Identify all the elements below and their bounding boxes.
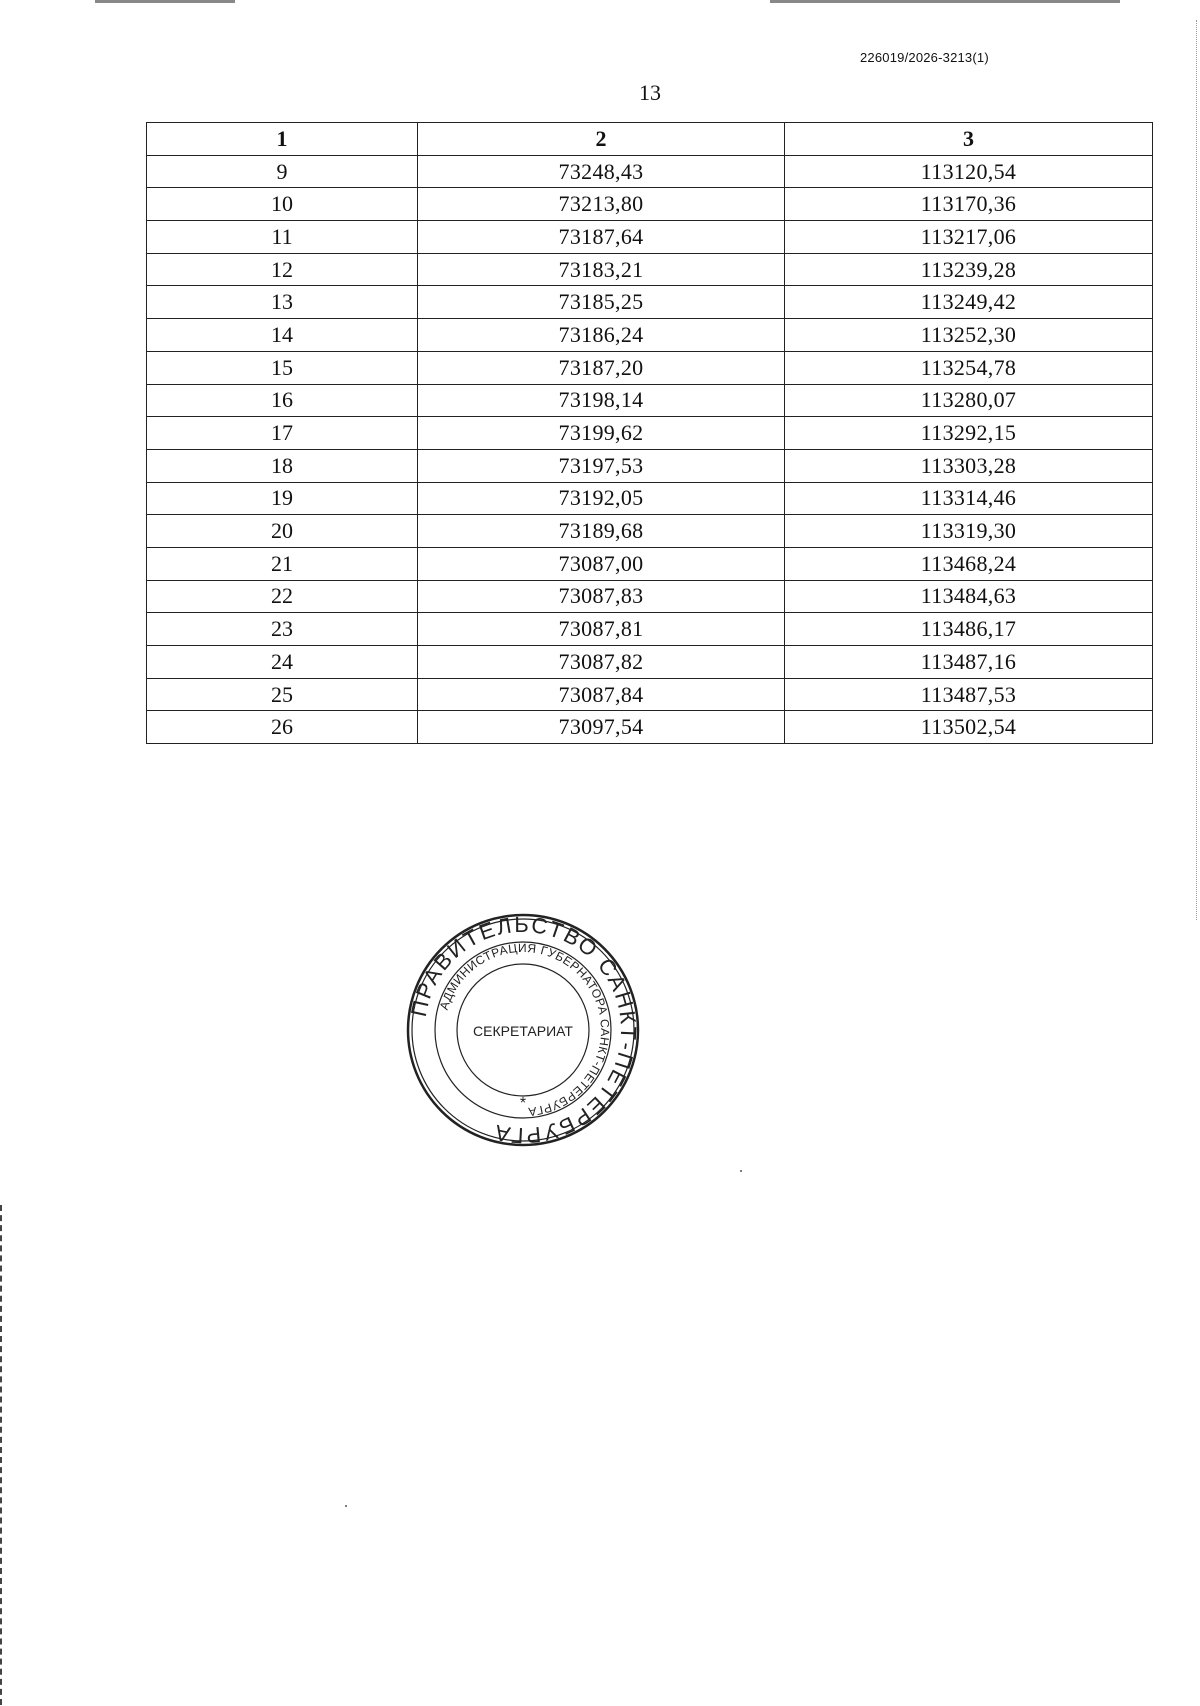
table-row xyxy=(147,319,1153,352)
coordinate-y-cell: 113249,42 xyxy=(785,286,1153,319)
scan-top-artifact-right xyxy=(770,0,1120,3)
table-row xyxy=(147,515,1153,548)
table-body xyxy=(147,155,1153,743)
coordinate-y-cell: 113239,28 xyxy=(785,253,1153,286)
coordinate-y-cell: 113217,06 xyxy=(785,221,1153,254)
document-code: 226019/2026-3213(1) xyxy=(860,50,989,65)
table-row xyxy=(147,580,1153,613)
coordinate-x-cell: 73087,82 xyxy=(418,646,785,679)
table-header-row xyxy=(147,123,1153,156)
table-row xyxy=(147,384,1153,417)
table-row xyxy=(147,417,1153,450)
svg-text:АДМИНИСТРАЦИЯ ГУБЕРНАТОРА САНК: АДМИНИСТРАЦИЯ ГУБЕРНАТОРА САНКТ-ПЕТЕРБУРГА xyxy=(436,940,613,1119)
point-number-cell: 22 xyxy=(147,580,418,613)
coordinates-table xyxy=(146,122,1153,744)
scan-left-edge xyxy=(0,1205,4,1705)
coordinate-x-cell: 73199,62 xyxy=(418,417,785,450)
table-row xyxy=(147,678,1153,711)
scan-right-edge xyxy=(1196,20,1198,920)
coordinate-x-cell: 73087,83 xyxy=(418,580,785,613)
coordinate-x-cell: 73187,64 xyxy=(418,221,785,254)
coordinate-x-cell: 73185,25 xyxy=(418,286,785,319)
official-seal xyxy=(405,912,641,1148)
coordinate-y-cell: 113280,07 xyxy=(785,384,1153,417)
point-number-cell: 10 xyxy=(147,188,418,221)
table-row xyxy=(147,253,1153,286)
coordinate-y-cell: 113468,24 xyxy=(785,547,1153,580)
seal-graphic xyxy=(405,912,641,1148)
coordinate-x-cell: 73198,14 xyxy=(418,384,785,417)
coordinate-x-cell: 73197,53 xyxy=(418,449,785,482)
coordinate-x-cell: 73183,21 xyxy=(418,253,785,286)
column-header-1: 1 xyxy=(147,123,418,156)
coordinate-y-cell: 113484,63 xyxy=(785,580,1153,613)
point-number-cell: 18 xyxy=(147,449,418,482)
coordinate-y-cell: 113170,36 xyxy=(785,188,1153,221)
coordinate-y-cell: 113319,30 xyxy=(785,515,1153,548)
page-number: 13 xyxy=(639,80,661,105)
point-number-cell: 13 xyxy=(147,286,418,319)
scan-top-artifact-left xyxy=(95,0,235,3)
point-number-cell: 21 xyxy=(147,547,418,580)
point-number-cell: 17 xyxy=(147,417,418,450)
coordinate-x-cell: 73186,24 xyxy=(418,319,785,352)
point-number-cell: 16 xyxy=(147,384,418,417)
point-number-cell: 24 xyxy=(147,646,418,679)
point-number-cell: 20 xyxy=(147,515,418,548)
point-number-cell: 15 xyxy=(147,351,418,384)
table-row xyxy=(147,155,1153,188)
scan-speck xyxy=(740,1170,742,1172)
point-number-cell: 12 xyxy=(147,253,418,286)
table-row xyxy=(147,711,1153,744)
point-number-cell: 23 xyxy=(147,613,418,646)
svg-text:*: * xyxy=(519,1095,527,1112)
coordinate-y-cell: 113254,78 xyxy=(785,351,1153,384)
table-row xyxy=(147,286,1153,319)
coordinate-x-cell: 73087,84 xyxy=(418,678,785,711)
column-header-3: 3 xyxy=(785,123,1153,156)
svg-text:СЕКРЕТАРИАТ: СЕКРЕТАРИАТ xyxy=(473,1023,573,1039)
table-row xyxy=(147,449,1153,482)
coordinate-y-cell: 113486,17 xyxy=(785,613,1153,646)
coordinate-x-cell: 73087,81 xyxy=(418,613,785,646)
table-row xyxy=(147,188,1153,221)
coordinate-x-cell: 73248,43 xyxy=(418,155,785,188)
coordinate-y-cell: 113252,30 xyxy=(785,319,1153,352)
coordinate-y-cell: 113292,15 xyxy=(785,417,1153,450)
coordinate-x-cell: 73187,20 xyxy=(418,351,785,384)
coordinate-x-cell: 73213,80 xyxy=(418,188,785,221)
table-row xyxy=(147,613,1153,646)
table-row xyxy=(147,221,1153,254)
point-number-cell: 11 xyxy=(147,221,418,254)
table-row xyxy=(147,547,1153,580)
scan-speck xyxy=(345,1505,347,1507)
coordinate-y-cell: 113120,54 xyxy=(785,155,1153,188)
column-header-2: 2 xyxy=(418,123,785,156)
coordinate-x-cell: 73192,05 xyxy=(418,482,785,515)
coordinate-y-cell: 113303,28 xyxy=(785,449,1153,482)
coordinate-x-cell: 73097,54 xyxy=(418,711,785,744)
point-number-cell: 9 xyxy=(147,155,418,188)
coordinate-y-cell: 113502,54 xyxy=(785,711,1153,744)
svg-text:ПРАВИТЕЛЬСТВО САНКТ-ПЕТЕРБУРГА: ПРАВИТЕЛЬСТВО САНКТ-ПЕТЕРБУРГА xyxy=(405,912,641,1148)
table-row xyxy=(147,646,1153,679)
coordinate-x-cell: 73189,68 xyxy=(418,515,785,548)
coordinate-y-cell: 113487,53 xyxy=(785,678,1153,711)
coordinate-y-cell: 113314,46 xyxy=(785,482,1153,515)
table-row xyxy=(147,351,1153,384)
table-row xyxy=(147,482,1153,515)
coordinate-y-cell: 113487,16 xyxy=(785,646,1153,679)
point-number-cell: 19 xyxy=(147,482,418,515)
point-number-cell: 26 xyxy=(147,711,418,744)
point-number-cell: 14 xyxy=(147,319,418,352)
coordinate-x-cell: 73087,00 xyxy=(418,547,785,580)
point-number-cell: 25 xyxy=(147,678,418,711)
